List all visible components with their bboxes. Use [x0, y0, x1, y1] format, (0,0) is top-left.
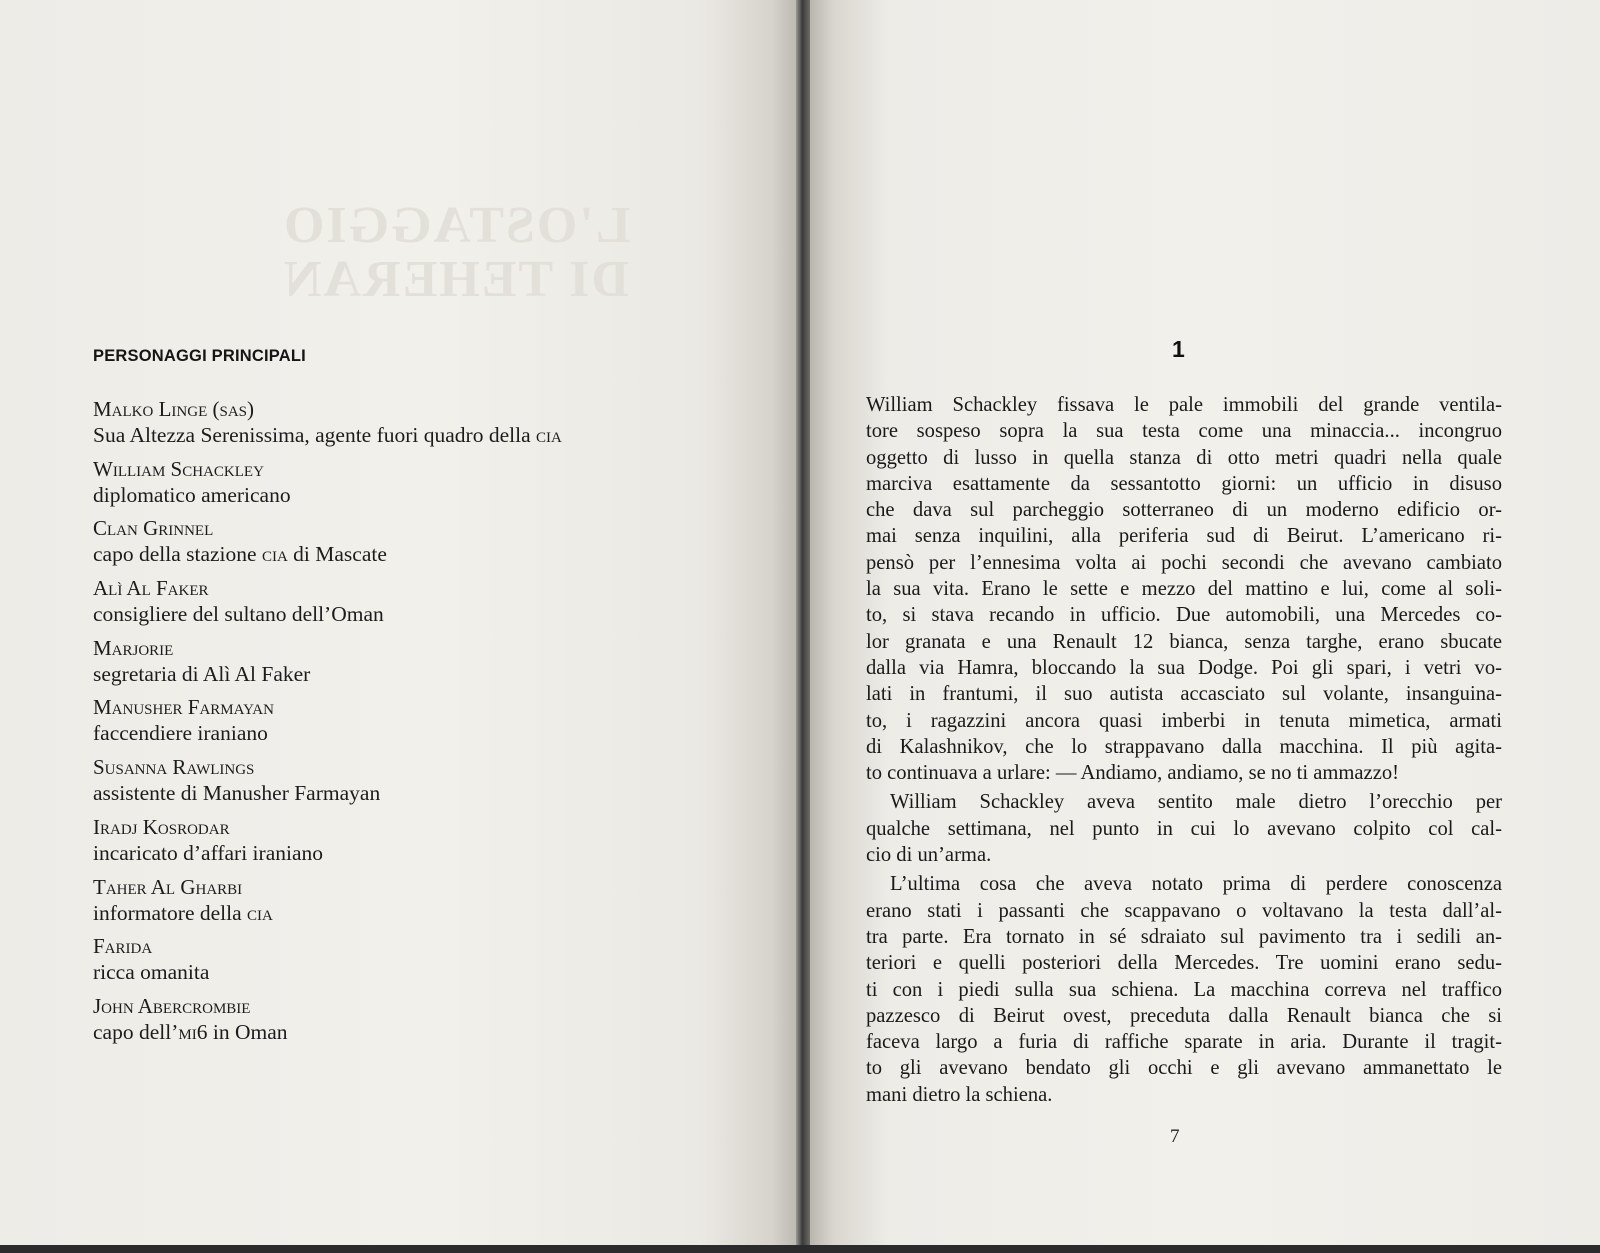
page-bottom-edge	[0, 1245, 1600, 1253]
paragraph	[866, 871, 1502, 1108]
character-name: Clan Grinnel	[93, 516, 214, 541]
text-line: marciva esattamente da sessantotto giorni: un ufficio in disuso	[866, 472, 1502, 495]
character-name: John Abercrombie	[93, 993, 251, 1018]
character-role	[93, 601, 773, 627]
section-heading: PERSONAGGI PRINCIPALI	[93, 347, 306, 365]
role-text: consigliere del sultano dell’Oman	[93, 602, 384, 627]
text-line: cio di un’arma.	[866, 844, 992, 867]
text-line: che dava sul parcheggio sotterraneo di un moderno edificio or-	[866, 499, 1502, 522]
text-line: ti con i piedi sulla sua schiena. La macchina correva nel traffico	[866, 978, 1502, 1001]
text-line: pensò per l’ennesima volta ai pochi secondi che avevano cambiato	[866, 551, 1502, 574]
character-entry	[93, 754, 773, 814]
text-line: lati in frantumi, il suo autista accasciato sul volante, insanguina-	[866, 683, 1502, 706]
text-line: oggetto di lusso in quella stanza di otto metri quadri nella quale	[866, 446, 1502, 469]
text-line: mai senza inquilini, alla periferia sud di Beirut. L’americano ri-	[866, 525, 1502, 548]
role-text: ricca omanita	[93, 960, 210, 985]
character-name: Susanna Rawlings	[93, 755, 255, 780]
character-name: Manusher Farmayan	[93, 695, 274, 720]
page-number: 7	[1170, 1126, 1180, 1147]
role-text: faccendiere iraniano	[93, 721, 268, 746]
chapter-body-text	[866, 392, 1502, 1111]
role-text: capo della stazione	[93, 542, 262, 567]
character-role	[93, 780, 773, 806]
character-role	[93, 900, 773, 926]
bleed-through-decoration: L'OSTAGGIO	[282, 197, 631, 254]
character-role	[93, 959, 773, 985]
right-page	[810, 0, 1600, 1245]
character-name: Marjorie	[93, 635, 174, 660]
character-entry	[93, 933, 773, 993]
role-acronym: cia	[261, 542, 288, 567]
character-role	[93, 541, 773, 567]
character-name: Iradj Kosrodar	[93, 814, 230, 839]
book-spine	[796, 0, 810, 1253]
text-line: dalla via Hamra, bloccando la sua Dodge. Poi gli spari, i vetri vo-	[866, 656, 1502, 679]
role-acronym: mi6	[178, 1019, 208, 1044]
text-line: erano stati i passanti che scappavano o voltavano la testa dall’al-	[866, 899, 1502, 922]
role-text: incaricato d’affari iraniano	[93, 840, 324, 865]
character-name: Alì Al Faker	[93, 576, 209, 601]
character-role	[93, 482, 773, 508]
character-name: Malko Linge (sas)	[93, 397, 254, 421]
paragraph	[866, 789, 1502, 868]
character-entry	[93, 575, 773, 635]
text-line: faceva largo a furia di raffiche sparate in aria. Durante il tragit-	[866, 1031, 1502, 1054]
chapter-number: 1	[1172, 336, 1185, 362]
role-text: capo dell’	[93, 1019, 179, 1044]
role-text: di Mascate	[287, 542, 387, 567]
character-role	[93, 1019, 773, 1045]
character-name: Taher Al Gharbi	[93, 874, 243, 899]
character-entry	[93, 515, 773, 575]
text-line: lor granata e una Renault 12 bianca, senza targhe, erano sbucate	[866, 630, 1502, 653]
role-text: diplomatico americano	[93, 482, 291, 507]
text-line: to continuava a urlare: — Andiamo, andiamo, se no ti ammazzo!	[866, 762, 1399, 785]
character-role	[93, 661, 773, 687]
character-name: William Schackley	[93, 456, 264, 481]
left-page	[0, 0, 796, 1245]
text-line: mani dietro la schiena.	[866, 1083, 1053, 1106]
role-text: informatore della	[93, 900, 248, 925]
text-line: to, i ragazzini ancora quasi imberbi in tenuta mimetica, armati	[866, 709, 1502, 732]
bleed-through-decoration: DI TEHERAN	[282, 251, 630, 308]
character-entry	[93, 635, 773, 695]
role-text: assistente di Manusher Farmayan	[93, 781, 381, 806]
role-acronym: cia	[536, 423, 562, 447]
text-line: la sua vita. Erano le sette e mezzo del mattino e lui, come al soli-	[866, 578, 1502, 601]
role-text: in Oman	[207, 1019, 288, 1044]
role-text: Sua Altezza Serenissima, agente fuori quadro della	[93, 423, 536, 447]
text-line: L’ultima cosa che aveva notato prima di perdere conoscenza	[890, 873, 1502, 896]
character-name: Farida	[93, 934, 153, 959]
text-line: tra parte. Era tornato in sé sdraiato sul pavimento tra i sedili an-	[866, 925, 1502, 948]
character-entry	[93, 694, 773, 754]
role-text: segretaria di Alì Al Faker	[93, 661, 311, 686]
character-entry	[93, 993, 773, 1053]
character-entry	[93, 814, 773, 874]
text-line: qualche settimana, nel punto in cui lo avevano colpito col cal-	[866, 817, 1502, 840]
text-line: to gli avevano bendato gli occhi e gli avevano ammanettato le	[866, 1057, 1502, 1080]
text-line: di Kalashnikov, che lo strappavano dalla macchina. Il più agita-	[866, 735, 1502, 758]
paragraph	[866, 392, 1502, 786]
character-role	[93, 720, 773, 746]
text-line: teriori e quelli posteriori della Mercedes. Tre uomini erano sedu-	[866, 952, 1502, 975]
character-role	[93, 840, 773, 866]
text-line: tore sospeso sopra la sua testa come una minaccia... incongruo	[866, 420, 1502, 443]
text-line: William Schackley fissava le pale immobili del grande ventila-	[866, 394, 1502, 416]
text-line: to, si stava recando in ufficio. Due automobili, una Mercedes co-	[866, 604, 1502, 627]
character-entry	[93, 874, 773, 934]
text-line: pazzesco di Beirut ovest, preceduta dalla Renault bianca che si	[866, 1004, 1502, 1027]
text-line: William Schackley aveva sentito male dietro l’orecchio per	[890, 791, 1502, 814]
character-role	[93, 422, 773, 448]
character-entry	[93, 396, 773, 456]
role-acronym: cia	[247, 900, 273, 925]
character-entry	[93, 456, 773, 516]
character-list	[93, 396, 773, 1053]
